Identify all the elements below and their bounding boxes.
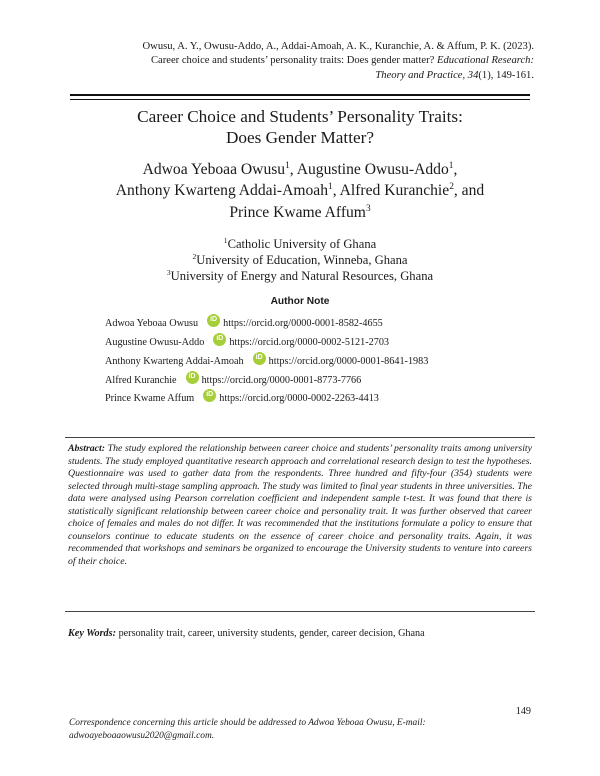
paper-title-line-1: Career Choice and Students’ Personality Traits: [137, 107, 463, 126]
author-affiliation-mark: 1 [328, 182, 333, 193]
author-line-2 [0, 180, 600, 201]
affiliation-mark: 1 [223, 235, 228, 245]
orcid-icon[interactable]: iD [213, 333, 226, 346]
page-number: 149 [515, 706, 531, 717]
orcid-entry [105, 374, 361, 388]
author-name: Anthony Kwarteng Addai-Amoah [115, 182, 329, 200]
affiliation-mark: 2 [192, 251, 197, 261]
orcid-link[interactable]: https://orcid.org/0000-0002-5121-2703 [229, 337, 390, 348]
orcid-icon[interactable]: iD [203, 389, 216, 402]
affiliation-name: University of Education, Winneba, Ghana [196, 253, 408, 267]
paper-title [0, 106, 600, 148]
keywords [68, 627, 532, 640]
abstract-text: The study explored the relationship between career choice and students’ personality traits among university students. The study employed quantitative research approach and correlational research design to test the hypotheses. Questionnaire was used to gather data from the respondents. Three hundred and fifty-four (354) students were selected through multi-stage sampling approach. The study was limited to final year students in three universities. The data were analysed using Pearson correlation coefficient and independent sample t-test. It was found that there is statistically significant relationship between career choice and personality trait. It was further observed that career choice of females and males do not differ. It was recommended that the institutions formulate a policy to ensure that counselors continue to educate students on the essence of career choice and personality traits. Again, it was recommended that workshops and seminars be organized to encourage the University students to venture into careers of their choice. [68, 443, 532, 567]
affiliation-item [0, 236, 600, 252]
orcid-author-name: Adwoa Yeboaa Owusu [105, 318, 199, 329]
author-affiliation-mark: 1 [285, 160, 290, 171]
author-name: Prince Kwame Affum [229, 203, 366, 221]
keywords-label: Key Words: [68, 628, 117, 639]
orcid-author-name: Anthony Kwarteng Addai-Amoah [105, 356, 244, 367]
citation-line-1: Owusu, A. Y., Owusu-Addo, A., Addai-Amoah, A. K., Kuranchie, A. & Affum, P. K. (2023). [142, 41, 534, 52]
affiliation-name: Catholic University of Ghana [227, 237, 377, 251]
orcid-entry [105, 392, 379, 406]
author-separator: , and [453, 182, 485, 200]
author-separator: , [289, 161, 297, 178]
header-rule-thick [70, 94, 530, 96]
affiliation-name: University of Energy and Natural Resources, Ghana [170, 269, 434, 283]
orcid-author-name: Prince Kwame Affum [105, 393, 195, 404]
author-line-3 [0, 202, 600, 223]
author-affiliation-mark: 1 [448, 160, 454, 171]
author-line-1 [0, 159, 600, 180]
author-note-heading: Author Note [270, 296, 330, 307]
orcid-link[interactable]: https://orcid.org/0000-0001-8773-7766 [201, 375, 362, 386]
author-name: Adwoa Yeboaa Owusu [142, 161, 286, 178]
abstract-top-rule [65, 437, 535, 438]
abstract-bottom-rule [65, 611, 535, 612]
citation-issue-pages: (1), 149-161. [478, 69, 534, 81]
citation-line-2 [54, 54, 534, 68]
orcid-author-name: Alfred Kuranchie [105, 375, 177, 386]
orcid-icon[interactable]: iD [253, 352, 266, 365]
orcid-entry [105, 336, 389, 350]
correspondence-line-1: Correspondence concerning this article should be addressed to Adwoa Yeboaa Owusu, E-mail: [69, 718, 426, 728]
orcid-entry [105, 355, 428, 369]
author-name: Alfred Kuranchie [339, 182, 450, 200]
abstract [68, 443, 532, 568]
orcid-link[interactable]: https://orcid.org/0000-0001-8641-1983 [268, 356, 429, 367]
citation-line-3 [54, 69, 534, 83]
author-separator: , [332, 182, 340, 200]
paper-title-line-2: Does Gender Matter? [226, 128, 374, 147]
correspondence-email: adwoayeboaaowusu2020@gmail.com. [69, 730, 215, 741]
affiliation-list [0, 236, 600, 284]
correspondence-footnote [69, 717, 539, 743]
abstract-label: Abstract: [68, 443, 106, 454]
orcid-icon[interactable]: iD [207, 314, 220, 327]
orcid-entry [105, 317, 383, 331]
orcid-link[interactable]: https://orcid.org/0000-0002-2263-4413 [219, 393, 379, 404]
author-affiliation-mark: 3 [365, 203, 371, 214]
author-name: Augustine Owusu-Addo [296, 161, 449, 178]
keywords-text: personality trait, career, university students, gender, career decision, Ghana [118, 628, 425, 639]
affiliation-item [0, 252, 600, 268]
citation-article-title: Career choice and students’ personality traits: Does gender matter? [150, 55, 435, 67]
affiliation-mark: 3 [166, 267, 171, 277]
citation-header [54, 40, 534, 83]
author-affiliation-mark: 2 [449, 182, 454, 193]
author-separator: , [453, 161, 458, 178]
orcid-icon[interactable]: iD [186, 371, 199, 384]
orcid-author-name: Augustine Owusu-Addo [105, 337, 205, 348]
affiliation-item [0, 268, 600, 284]
citation-journal: Educational Research: [437, 55, 534, 67]
orcid-link[interactable]: https://orcid.org/0000-0001-8582-4655 [223, 318, 383, 329]
author-list [0, 159, 600, 223]
header-rule-thin [70, 99, 530, 100]
citation-journal-volume: Theory and Practice, 34 [375, 69, 479, 81]
